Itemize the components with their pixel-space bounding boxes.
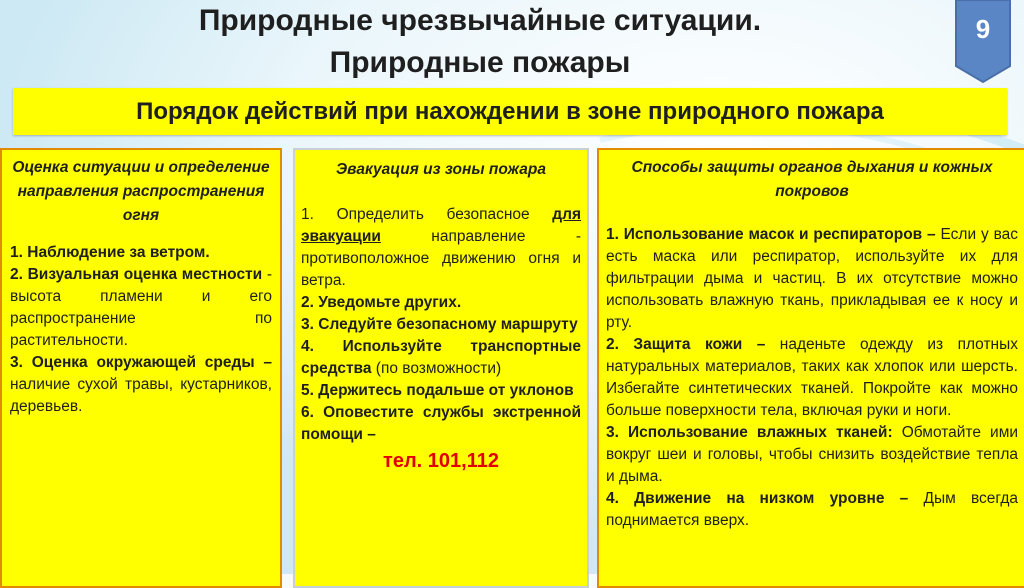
list-item xyxy=(606,488,1018,532)
item-text: направление - противоположное движению огня и ветра. xyxy=(301,228,581,289)
item-number: 2. xyxy=(10,266,23,283)
list-item xyxy=(301,314,581,336)
column-situation-assessment xyxy=(0,148,282,588)
list-item xyxy=(10,242,272,264)
item-bold: Наблюдение за ветром. xyxy=(27,244,210,261)
item-bold: Использование влажных тканей: xyxy=(628,424,893,441)
item-bold: Использование масок и респираторов – xyxy=(623,226,936,243)
list-item xyxy=(301,402,581,446)
item-number: 3. xyxy=(301,316,314,333)
item-text: Если у вас есть маска или респиратор, используйте их для фильтрации дыма и частиц. В их отсутствие можно использовать влажную ткань, прикладывая ее к носу и рту. xyxy=(606,226,1018,331)
item-underlined: для эвакуации xyxy=(301,206,582,245)
list-item xyxy=(301,204,581,292)
column-protection-methods xyxy=(597,148,1024,588)
item-bold: Защита кожи – xyxy=(633,336,766,353)
item-number: 2. xyxy=(606,336,619,353)
item-text: наличие сухой травы, кустарников, деревьев. xyxy=(10,376,272,415)
title-line-2: Природные пожары xyxy=(329,46,631,79)
item-number: 3. xyxy=(10,354,23,371)
list-item xyxy=(10,264,272,352)
list-item xyxy=(606,334,1018,422)
list-item xyxy=(606,224,1018,334)
page-number-badge xyxy=(952,0,1014,84)
item-bold: Следуйте безопасному маршруту xyxy=(318,316,578,333)
item-number: 6. xyxy=(301,404,314,421)
list-item xyxy=(606,422,1018,488)
list-item xyxy=(301,292,581,314)
title-line-1: Природные чрезвычайные ситуации. xyxy=(198,4,762,37)
column-heading: Эвакуация из зоны пожара xyxy=(336,161,546,178)
item-text: (по возможности) xyxy=(371,360,502,377)
list-item xyxy=(301,336,581,380)
item-text: Обмотайте ими вокруг шеи и головы, чтобы снизить воздействие тепла и дыма. xyxy=(606,424,1019,485)
item-number: 5. xyxy=(301,382,314,399)
item-bold: Держитесь подальше от уклонов xyxy=(318,382,574,399)
item-text: Дым всегда поднимается вверх. xyxy=(606,490,1018,529)
list-item xyxy=(10,352,272,418)
page-number: 9 xyxy=(975,14,991,44)
item-text: наденьте одежду из плотных натуральных материалов, таких как хлопок или шерсть. Избегайте синтетических тканей. Покройте как можно больше поверхности тела, включая руки и ноги. xyxy=(606,336,1019,419)
item-number: 2. xyxy=(301,294,314,311)
emergency-phone: тел. 101,112 xyxy=(383,450,499,472)
item-pre: Определить безопасное xyxy=(336,206,553,223)
item-number: 4. xyxy=(606,490,619,507)
column-heading: Оценка ситуации и определение направления распространения огня xyxy=(12,159,270,224)
item-number: 1. xyxy=(606,226,619,243)
column-heading: Способы защиты органов дыхания и кожных покровов xyxy=(631,159,993,200)
item-number: 3. xyxy=(606,424,619,441)
item-bold: Оценка окружающей среды – xyxy=(31,354,272,371)
item-bold: Движение на низком уровне – xyxy=(634,490,909,507)
item-number: 1. xyxy=(301,206,314,223)
list-item xyxy=(301,380,581,402)
item-bold: Визуальная оценка местности xyxy=(27,266,263,283)
section-banner: Порядок действий при нахождении в зоне природного пожара xyxy=(13,88,1007,135)
item-bold: Оповестите службы экстренной помощи – xyxy=(301,404,581,443)
item-text: - высота пламени и его распространение по растительности. xyxy=(10,266,272,349)
column-evacuation xyxy=(293,148,589,588)
item-bold: Уведомьте других. xyxy=(318,294,462,311)
page-title xyxy=(0,0,960,84)
item-number: 1. xyxy=(10,244,23,261)
item-number: 4. xyxy=(301,338,314,355)
item-bold: Используйте транспортные средства xyxy=(301,338,581,377)
